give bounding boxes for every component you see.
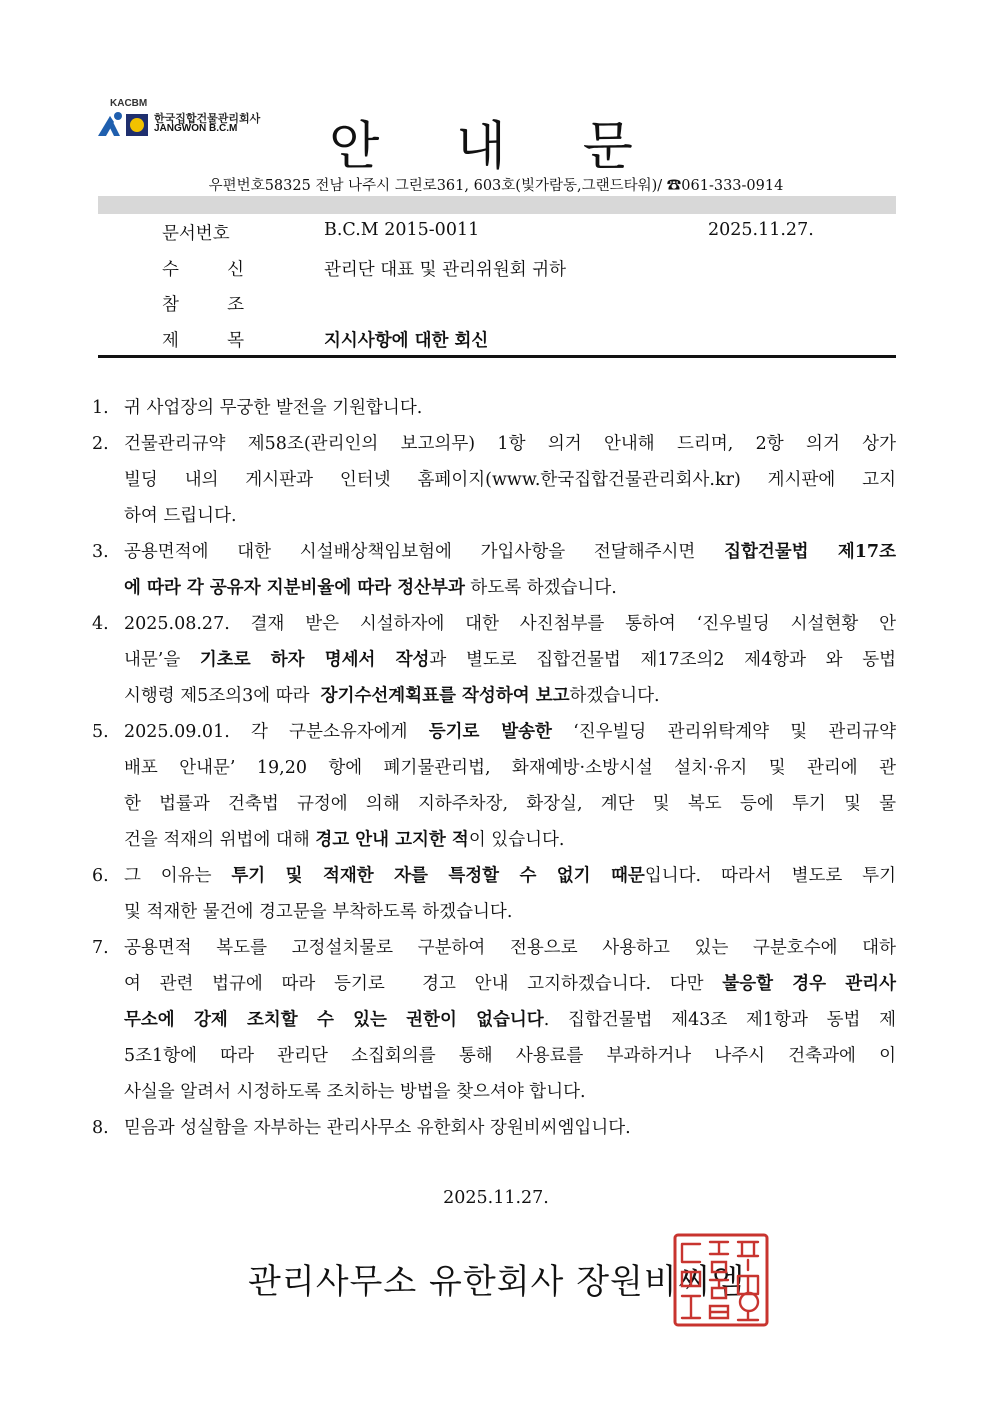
body-text: 입니다. 따라서 별도로 투기	[644, 866, 896, 886]
list-item-number: 4.	[92, 614, 109, 634]
doc-date: 2025.11.27.	[708, 220, 814, 240]
meta-row-ref	[98, 289, 896, 325]
list-item-line	[124, 390, 896, 426]
body-text: 하겠습니다.	[569, 686, 660, 706]
list-item	[92, 390, 896, 426]
list-item-number: 3.	[92, 542, 109, 562]
footer-date: 2025.11.27.	[443, 1188, 549, 1208]
list-item-line	[124, 498, 896, 534]
list-item-line	[124, 966, 896, 1002]
company-seal-icon	[672, 1232, 770, 1328]
meta-row-doc-no	[98, 218, 896, 254]
emphasis-text: 투기 및 적재한 자를 특정할 수 없기 때문	[231, 866, 645, 886]
subject-value: 지시사항에 대한 회신	[324, 330, 489, 351]
list-item	[92, 930, 896, 1110]
doc-no-value: B.C.M 2015-0011	[324, 220, 480, 240]
body-text: 하여 드립니다.	[124, 506, 237, 526]
list-item-line	[124, 570, 896, 606]
list-item-line	[124, 786, 896, 822]
body-text: 배포 안내문’ 19,20 항에 폐기물관리법, 화재예방·소방시설 설치·유지 및 관리에 관	[124, 758, 896, 778]
emphasis-text: 기초로 하자 명세서 작성	[199, 650, 430, 670]
emphasis-text: 경고 안내 고지한 적	[315, 830, 469, 850]
logo-abbr: KACBM	[110, 98, 148, 109]
notice-body	[92, 390, 896, 1146]
body-text: 귀 사업장의 무궁한 발전을 기원합니다.	[124, 398, 423, 418]
list-item-line	[124, 894, 896, 930]
meta-row-recipient	[98, 254, 896, 290]
list-item-number: 6.	[92, 866, 109, 886]
company-address: 우편번호58325 전남 나주시 그린로361, 603호(빛가람동,그랜드타워)/ ☎061-333-0914	[208, 178, 784, 194]
body-text: 그 이유는	[124, 866, 232, 886]
page-title: 안 내 문	[329, 117, 663, 177]
list-item-line	[124, 1110, 896, 1146]
list-item-number: 5.	[92, 722, 109, 742]
list-item-number: 2.	[92, 434, 109, 454]
emphasis-text: 무소에 강제 조치할 수 있는 권한이 없습니다	[124, 1010, 544, 1030]
logo-company-name-en: JANGWON B.C.M	[154, 123, 238, 134]
signer-name: 관리사무소 유한회사 장원비씨엠	[248, 1262, 746, 1302]
body-text: 공용면적에 대한 시설배상책임보험에 가입사항을 전달해주시면	[124, 542, 725, 562]
list-item-line	[124, 822, 896, 858]
ref-label: 참 조	[162, 295, 244, 315]
body-text: 2025.09.01. 각 구분소유자에게	[124, 722, 429, 742]
list-item	[92, 714, 896, 858]
list-item-line	[124, 930, 896, 966]
list-item-line	[124, 678, 896, 714]
body-text: ‘진우빌딩 관리위탁계약 및 관리규약	[551, 722, 896, 742]
list-item-line	[124, 426, 896, 462]
header-divider	[98, 196, 896, 214]
emphasis-text: 집합건물법 제17조	[724, 542, 897, 562]
doc-no-label: 문서번호	[162, 224, 230, 244]
body-text: 건을 적재의 위법에 대해	[124, 830, 316, 850]
body-text: 사실을 알려서 시정하도록 조치하는 방법을 찾으셔야 합니다.	[124, 1082, 586, 1102]
body-text: 하도록 하겠습니다.	[464, 578, 617, 598]
list-item-line	[124, 534, 896, 570]
list-item-line	[124, 1074, 896, 1110]
recipient-label: 수 신	[162, 259, 244, 280]
body-text: 과 별도로 집합건물법 제17조의2 제4항과 와 동법	[429, 650, 896, 670]
list-item-line	[124, 606, 896, 642]
body-text: 시행령 제5조의3에 따라	[124, 686, 321, 706]
list-item	[92, 606, 896, 714]
emphasis-text: 불응할 경우 관리사	[722, 974, 896, 994]
list-item-number: 8.	[92, 1118, 109, 1138]
list-item	[92, 534, 896, 606]
body-text: 2025.08.27. 결재 받은 시설하자에 대한 사진첨부를 통하여 ‘진우빌딩 시설현황 안	[124, 614, 896, 634]
body-text: 믿음과 성실함을 자부하는 관리사무소 유한회사 장원비씨엠입니다.	[124, 1118, 631, 1138]
list-item-line	[124, 462, 896, 498]
list-item-line	[124, 858, 896, 894]
body-text: 5조1항에 따라 관리단 소집회의를 통해 사용료를 부과하거나 나주시 건축과에 이	[124, 1046, 896, 1066]
list-item-line	[124, 750, 896, 786]
list-item	[92, 858, 896, 930]
list-item-number: 1.	[92, 398, 109, 418]
list-item-line	[124, 642, 896, 678]
emphasis-text: 장기수선계획표를 작성하여 보고	[320, 686, 570, 706]
body-text: . 집합건물법 제43조 제1항과 동법 제	[543, 1010, 896, 1030]
body-text: 및 적재한 물건에 경고문을 부착하도록 하겠습니다.	[124, 902, 513, 922]
list-item-line	[124, 1002, 896, 1038]
logo-company-name: 한국집합건물관리회사	[154, 112, 261, 125]
document-meta	[98, 218, 896, 360]
list-item-line	[124, 714, 896, 750]
list-item	[92, 1110, 896, 1146]
emphasis-text: 에 따라 각 공유자 지분비율에 따라 정산부과	[124, 578, 465, 598]
subject-label: 제 목	[162, 330, 244, 351]
list-item-line	[124, 1038, 896, 1074]
body-text: 여 관련 법규에 따라 등기로 경고 안내 고지하겠습니다. 다만	[124, 974, 723, 994]
body-text: 빌딩 내의 게시판과 인터넷 홈페이지(www.한국집합건물관리회사.kr) 게시판에 고지	[124, 470, 896, 490]
emphasis-text: 등기로 발송한	[428, 722, 552, 742]
meta-divider	[98, 355, 896, 358]
list-item	[92, 426, 896, 534]
body-text: 이 있습니다.	[468, 830, 565, 850]
body-text: 내문’을	[124, 650, 200, 670]
body-text: 공용면적 복도를 고정설치물로 구분하여 전용으로 사용하고 있는 구분호수에 대하	[124, 938, 896, 958]
recipient-value: 관리단 대표 및 관리위원회 귀하	[324, 259, 567, 280]
body-text: 한 법률과 건축법 규정에 의해 지하주차장, 화장실, 계단 및 복도 등에 투기 및 물	[124, 794, 896, 814]
body-text: 건물관리규약 제58조(관리인의 보고의무) 1항 의거 안내해 드리며, 2항 의거 상가	[124, 434, 896, 454]
list-item-number: 7.	[92, 938, 109, 958]
